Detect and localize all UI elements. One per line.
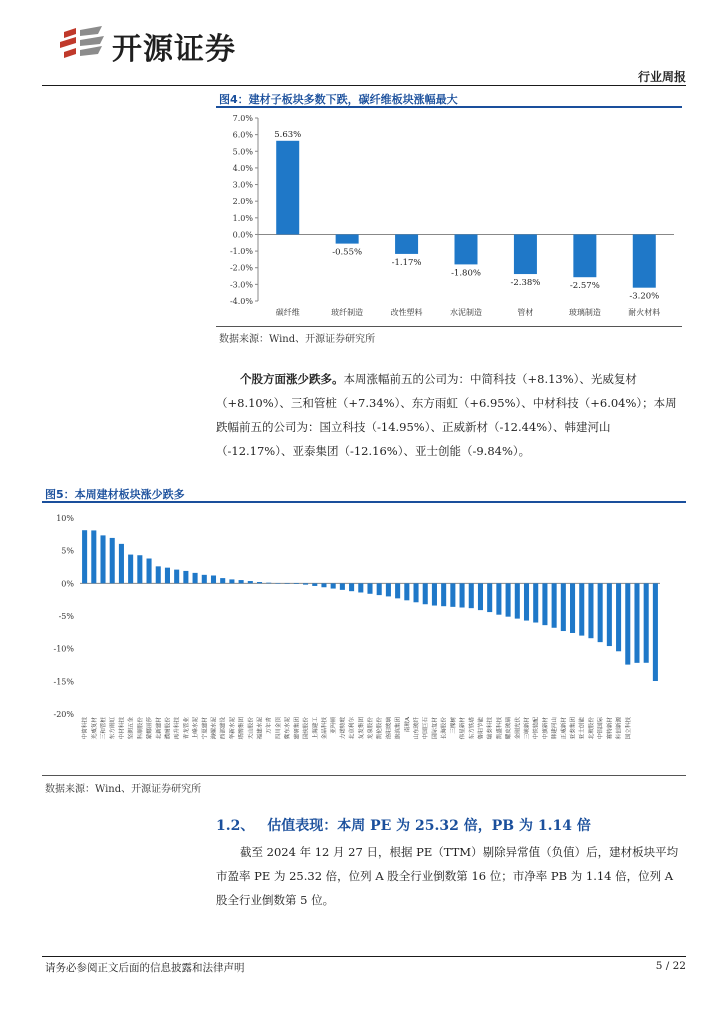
bar — [441, 583, 446, 606]
bar — [455, 234, 478, 264]
x-tick-label: 瑞泰科技 — [487, 717, 494, 740]
x-tick-label: 力诺特玻 — [340, 717, 347, 740]
y-tick-label: 2.0% — [232, 197, 253, 207]
bar — [478, 583, 483, 610]
x-tick-label: 上峰水泥 — [193, 717, 200, 740]
bar — [607, 583, 612, 646]
bar — [496, 583, 501, 614]
bar — [367, 583, 372, 593]
bar — [285, 583, 290, 584]
bar — [248, 581, 253, 583]
x-tick-label: 旗滨集团 — [395, 717, 402, 740]
x-tick-label: 金晶科技 — [321, 717, 328, 740]
data-label: -1.17% — [391, 257, 422, 268]
x-tick-label: 北京利尔 — [349, 717, 356, 740]
y-tick-label: 5% — [61, 546, 74, 556]
bar — [487, 583, 492, 612]
bar — [340, 583, 345, 590]
footer-disclaimer: 请务必参阅正文后面的信息披露和法律声明 — [45, 962, 245, 974]
bar — [404, 583, 409, 600]
x-tick-label: 中材科技 — [119, 717, 126, 740]
paragraph-body: 本周涨幅前五的公司为：中简科技（+8.13%）、光威复材（+8.10%）、三和管桩（+7.34%）、东方雨虹（+6.95%）、中材科技（+6.04%）；本周跌幅前五的公司为：国立科技（-14.95%）、正威新材（-12.44%）、韩建河山（-12.17%）、亚泰集团（-12.16%）、亚士创能（-9.84%）。 — [216, 372, 677, 458]
brand-name: 开源证券 — [112, 32, 236, 67]
figure5-bottom-rule — [42, 775, 686, 776]
figure5-bar-chart — [42, 504, 686, 774]
x-tick-label: 玻纤制造 — [331, 308, 364, 317]
y-tick-label: -2.0% — [229, 263, 253, 273]
footer-rule — [42, 956, 686, 957]
bar — [533, 583, 538, 622]
section-number: 1.2、 — [216, 818, 255, 834]
x-tick-label: 亚玛顿 — [331, 717, 338, 734]
data-label: -2.38% — [510, 278, 541, 289]
bar — [561, 583, 566, 631]
bar — [450, 583, 455, 607]
bar — [358, 583, 363, 592]
x-tick-label: 伟星新材 — [460, 717, 467, 740]
x-tick-label: 光威复材 — [91, 717, 98, 740]
bar — [202, 575, 207, 583]
x-tick-label: 韩建河山 — [552, 717, 559, 740]
report-type: 行业周报 — [637, 70, 686, 84]
x-tick-label: 北玻股份 — [588, 717, 595, 740]
y-tick-label: 1.0% — [232, 213, 253, 223]
bar — [276, 141, 299, 235]
bar — [156, 566, 161, 583]
bar — [644, 583, 649, 662]
x-tick-label: 北新建材 — [156, 717, 163, 740]
bar — [119, 544, 124, 583]
bar — [321, 583, 326, 587]
x-tick-label: 山东玻纤 — [414, 717, 421, 740]
bar — [165, 568, 170, 584]
x-tick-label: 三棵树 — [450, 717, 457, 734]
bar — [395, 234, 418, 253]
y-tick-label: 4.0% — [232, 163, 253, 173]
y-tick-label: 10% — [56, 514, 74, 523]
bar — [220, 578, 225, 583]
page-number: 5 / 22 — [655, 960, 686, 972]
y-tick-label: 7.0% — [232, 114, 253, 123]
y-tick-label: -4.0% — [229, 297, 253, 306]
x-tick-label: 东方铁塔 — [469, 717, 476, 740]
bar — [573, 234, 596, 277]
bar — [137, 555, 142, 583]
y-tick-label: 0.0% — [232, 230, 253, 240]
figure4-bar-chart — [216, 108, 682, 326]
x-tick-label: 龙泉股份 — [368, 717, 374, 740]
x-tick-label: 正威新材 — [561, 717, 568, 740]
x-tick-label: 耐火材料 — [628, 308, 661, 317]
bar — [469, 583, 474, 608]
x-tick-label: 西部建设 — [220, 717, 227, 740]
x-tick-label: 玻璃制造 — [568, 308, 601, 317]
x-tick-label: 中国巨石 — [423, 717, 430, 740]
bar — [579, 583, 584, 635]
x-tick-label: 东方雨虹 — [110, 717, 117, 740]
x-tick-label: 坚朗五金 — [128, 717, 135, 740]
bar — [82, 530, 87, 583]
x-tick-label: 国际复材 — [432, 717, 439, 740]
x-tick-label: 中铁装配 — [533, 717, 540, 740]
x-tick-label: 三和管桩 — [101, 717, 108, 740]
x-tick-label: 友发集团 — [358, 717, 365, 740]
y-tick-label: -1.0% — [229, 247, 253, 257]
bar — [239, 580, 244, 583]
x-tick-label: 四川金顶 — [275, 717, 282, 740]
x-tick-label: 冀东水泥 — [285, 717, 292, 740]
bar — [514, 234, 537, 274]
header-rule — [42, 85, 686, 86]
y-tick-label: 3.0% — [232, 180, 253, 190]
figure5-title-rule — [42, 501, 686, 503]
section-title: 估值表现：本周 PE 为 25.32 倍，PB 为 1.14 倍 — [267, 818, 591, 834]
bar — [395, 583, 400, 598]
x-tick-label: 科创新源 — [616, 717, 623, 740]
bar — [91, 530, 96, 583]
bar — [524, 583, 529, 620]
x-tick-label: 长海股份 — [441, 717, 448, 740]
x-tick-label: 海螺水泥 — [211, 717, 218, 740]
x-tick-label: 国统股份 — [303, 717, 310, 740]
bar — [625, 583, 630, 664]
bar — [542, 583, 547, 625]
bar — [552, 583, 557, 627]
bar — [616, 583, 621, 651]
y-tick-label: 6.0% — [232, 130, 253, 140]
bar — [100, 535, 105, 583]
bar — [386, 583, 391, 596]
bar — [294, 583, 299, 584]
bar — [570, 583, 575, 633]
bar — [432, 583, 437, 605]
valuation-paragraph: 截至 2024 年 12 月 27 日，根据 PE（TTM）剔除异常值（负值）后，建材板块平均市盈率 PE 为 25.32 倍，位列 A 股全行业倒数第 16 位；市净率 PB 为 1.14 倍，位列 A 股全行业倒数第 5 位。 — [216, 845, 679, 907]
x-tick-label: 建研集团 — [294, 717, 301, 740]
x-tick-label: 亚泰集团 — [570, 717, 577, 740]
paragraph-lead: 个股方面涨少跌多。 — [240, 372, 344, 386]
x-tick-label: 中简科技 — [82, 717, 89, 740]
data-label: -3.20% — [629, 291, 660, 302]
stock-movement-paragraph — [216, 367, 682, 463]
section-heading — [216, 815, 591, 835]
bar — [331, 583, 336, 588]
bar — [653, 583, 658, 681]
x-tick-label: 凯盛科技 — [496, 717, 503, 740]
bar — [634, 583, 639, 663]
data-label: -1.80% — [451, 268, 481, 279]
bar — [275, 583, 280, 584]
x-tick-label: 科顺股份 — [137, 717, 144, 740]
bar — [423, 583, 428, 604]
bar — [110, 538, 115, 583]
bar — [460, 583, 465, 607]
y-tick-label: 0% — [61, 579, 74, 589]
x-tick-label: 洛阳玻璃 — [386, 717, 393, 740]
x-tick-label: 耀皮玻璃 — [506, 717, 513, 740]
x-tick-label: 赛特新材 — [607, 717, 614, 740]
bar — [147, 559, 152, 584]
y-tick-label: -10% — [53, 644, 74, 654]
bar — [303, 583, 308, 584]
x-tick-label: 凯伦股份 — [377, 717, 384, 740]
x-tick-label: 华新水泥 — [229, 717, 236, 740]
y-tick-label: -3.0% — [229, 280, 253, 290]
x-tick-label: 塔牌集团 — [239, 717, 246, 740]
bar — [312, 583, 317, 586]
bar — [414, 583, 419, 602]
bar — [128, 555, 133, 584]
bar — [229, 579, 234, 583]
bar — [266, 583, 271, 584]
brand-logo — [58, 24, 106, 64]
bar — [506, 583, 511, 616]
x-tick-label: 鲁阳节能 — [478, 717, 485, 740]
x-tick-label: 三峡新材 — [524, 717, 531, 740]
data-label: -0.55% — [332, 247, 363, 258]
bar — [257, 582, 262, 583]
bar — [515, 583, 520, 618]
brand-logo-icon — [58, 24, 106, 64]
x-tick-label: 金刚光伏 — [515, 717, 522, 740]
bar — [193, 573, 198, 583]
y-tick-label: -15% — [53, 677, 74, 687]
x-tick-label: 管材 — [517, 308, 534, 317]
y-tick-label: -5% — [58, 612, 74, 621]
figure4-bottom-rule — [216, 326, 682, 327]
x-tick-label: 再升科技 — [174, 717, 181, 740]
bar — [349, 583, 354, 591]
x-tick-label: 改性塑料 — [390, 308, 423, 317]
y-tick-label: -20% — [53, 710, 74, 719]
x-tick-label: 濮耐股份 — [165, 717, 172, 740]
figure5-title: 图5：本周建材板块涨少跌多 — [45, 488, 185, 501]
x-tick-label: 南玻A — [404, 717, 411, 733]
bar — [183, 571, 188, 583]
y-tick-label: 5.0% — [232, 147, 253, 157]
figure4-title: 图4：建材子板块多数下跌，碳纤维板块涨幅最大 — [219, 93, 458, 106]
x-tick-label: 中旗新材 — [542, 717, 549, 740]
x-tick-label: 万年青 — [266, 717, 273, 734]
x-tick-label: 蒙娜丽莎 — [147, 717, 154, 740]
bar — [588, 583, 593, 638]
x-tick-label: 国立科技 — [625, 717, 632, 740]
bar — [598, 583, 603, 642]
x-tick-label: 青龙管业 — [183, 717, 190, 740]
bar — [633, 234, 656, 287]
x-tick-label: 水泥制造 — [450, 308, 482, 317]
x-tick-label: 上海建工 — [312, 717, 319, 740]
x-tick-label: 天山股份 — [248, 717, 255, 740]
x-tick-label: 亚士创能 — [579, 717, 586, 740]
bar — [174, 570, 179, 584]
figure4-source: 数据来源：Wind、开源证券研究所 — [219, 334, 376, 345]
x-tick-label: 中铝国际 — [598, 717, 605, 740]
data-label: -2.57% — [569, 281, 600, 292]
x-tick-label: 宁夏建材 — [202, 717, 209, 740]
bar — [211, 575, 216, 583]
bar — [377, 583, 382, 595]
x-tick-label: 碳纤维 — [275, 308, 300, 317]
x-tick-label: 福建水泥 — [257, 717, 264, 740]
data-label: 5.63% — [274, 129, 302, 140]
figure5-source: 数据来源：Wind、开源证券研究所 — [45, 784, 202, 795]
bar — [336, 234, 359, 243]
